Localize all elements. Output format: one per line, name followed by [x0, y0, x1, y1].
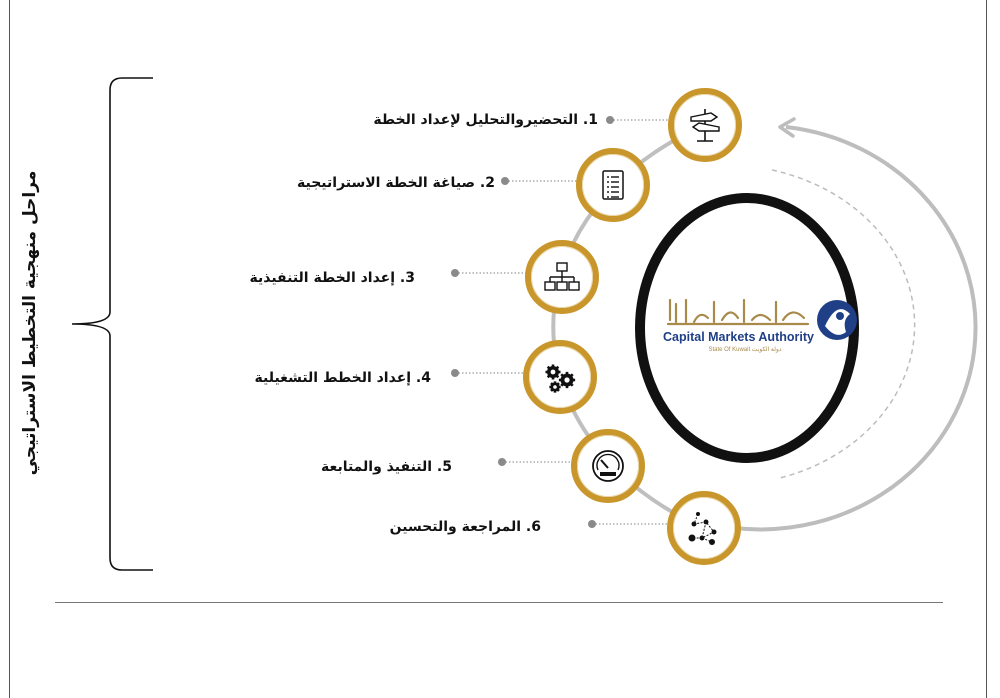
document-list-icon [603, 171, 623, 199]
step-circle-3 [528, 243, 596, 311]
step-label-6: 6. المراجعة والتحسين [389, 519, 541, 535]
step-circle-5 [574, 432, 642, 500]
step-dot [606, 116, 614, 124]
step-dot [501, 177, 509, 185]
step-circle-6 [670, 494, 738, 562]
step-dot [498, 458, 506, 466]
step-label-3: 3. إعداد الخطة التنفيذية [249, 270, 415, 286]
step-circle-2 [579, 151, 647, 219]
curly-brace [72, 78, 153, 570]
diagram-title: مراحل منهجية التخطيط الاستراتيجي [20, 170, 40, 476]
step-dot [588, 520, 596, 528]
logo-state: State Of Kuwait دولة الكويت [708, 347, 782, 353]
logo-english: Capital Markets Authority [663, 330, 814, 344]
cma-emblem-icon [817, 300, 857, 340]
step-label-2: 2. صياغة الخطة الاستراتيجية [297, 175, 495, 191]
step-label-4: 4. إعداد الخطط التشغيلية [254, 370, 431, 386]
step-circle-1 [671, 91, 739, 159]
step-label-1: 1. التحضيروالتحليل لإعداد الخطة [373, 112, 598, 128]
speedometer-icon [593, 451, 623, 481]
step-dot [451, 269, 459, 277]
step-dot [451, 369, 459, 377]
step-label-5: 5. التنفيذ والمتابعة [321, 459, 452, 475]
step-circle-4 [526, 343, 594, 411]
